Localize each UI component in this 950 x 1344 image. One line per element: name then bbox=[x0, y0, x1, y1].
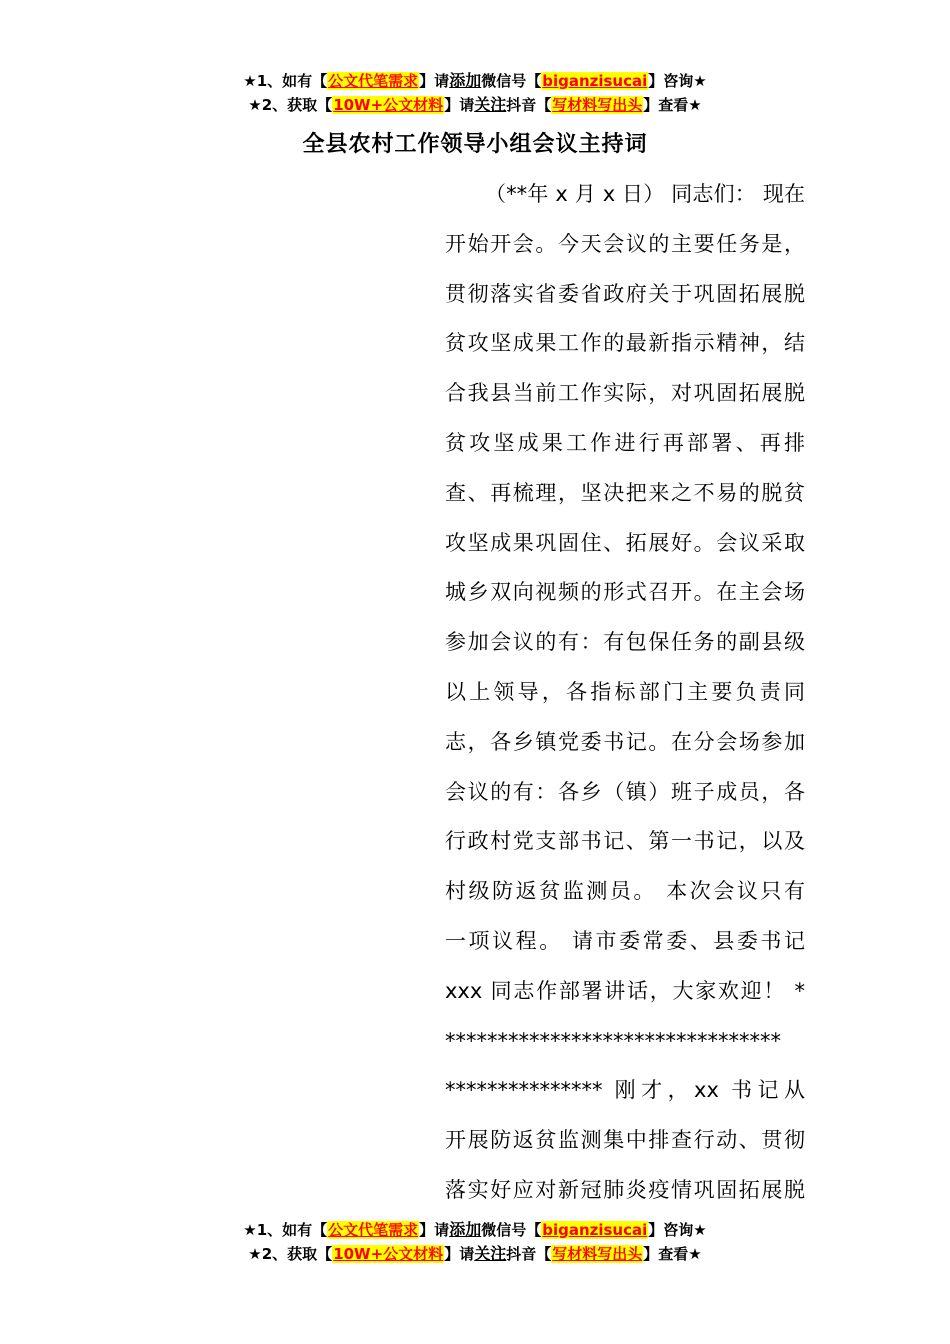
ad-text: 】请 bbox=[444, 1245, 475, 1263]
body-line: 贫攻坚成果工作的最新指示精神，结 bbox=[445, 331, 805, 356]
ad-text: 】查看★ bbox=[643, 1245, 702, 1263]
body-line: 参加会议的有：有包保任务的副县级 bbox=[445, 630, 805, 655]
ad-highlight-materials: 10W+公文材料 bbox=[333, 96, 444, 114]
ad-emphasis: 添加 bbox=[449, 1220, 482, 1239]
document-body bbox=[445, 170, 805, 1210]
ad-line-2 bbox=[0, 1242, 950, 1266]
ad-text: ★1、如有【 bbox=[243, 72, 328, 90]
ad-line-1 bbox=[0, 1218, 950, 1242]
ad-text: ★2、获取【 bbox=[248, 1245, 333, 1263]
ad-line-2 bbox=[0, 93, 950, 117]
body-line: 村级防返贫监测员。 本次会议只有 bbox=[445, 879, 805, 904]
document-title: 全县农村工作领导小组会议主持词 bbox=[302, 132, 648, 157]
ad-text: ★2、获取【 bbox=[248, 96, 333, 114]
ad-highlight-materials: 10W+公文材料 bbox=[333, 1245, 444, 1263]
body-line: 会议的有：各乡（镇）班子成员，各 bbox=[445, 779, 805, 804]
ad-highlight-wechat-id: biganzisucai bbox=[542, 1221, 648, 1239]
body-line: 一项议程。 请市委常委、县委书记 bbox=[445, 928, 805, 953]
body-line: 攻坚成果巩固住、拓展好。会议采取 bbox=[445, 530, 805, 555]
body-line: 志，各乡镇党委书记。在分会场参加 bbox=[445, 729, 805, 754]
ad-text: 微信号【 bbox=[481, 72, 542, 90]
ad-emphasis: 关注 bbox=[474, 1244, 507, 1263]
body-line: （**年 x 月 x 日） 同志们： 现在 bbox=[485, 182, 805, 206]
body-line: 开展防返贫监测集中排查行动、贯彻 bbox=[445, 1128, 805, 1153]
ad-emphasis: 添加 bbox=[449, 71, 482, 90]
body-line: 查、再梳理，坚决把来之不易的脱贫 bbox=[445, 480, 805, 505]
ad-text: 抖音【 bbox=[506, 1245, 552, 1263]
body-line: 合我县当前工作实际，对巩固拓展脱 bbox=[445, 381, 805, 406]
ad-text: ★1、如有【 bbox=[243, 1221, 328, 1239]
ad-text: 】咨询★ bbox=[648, 72, 707, 90]
ad-text: 】请 bbox=[444, 96, 475, 114]
ad-highlight-douyin-account: 写材料写出头 bbox=[552, 96, 643, 114]
body-line: 贯彻落实省委省政府关于巩固拓展脱 bbox=[445, 281, 805, 306]
body-line: 贫攻坚成果工作进行再部署、再排 bbox=[445, 430, 805, 455]
ad-highlight-writing-service: 公文代笔需求 bbox=[328, 72, 419, 90]
body-line: *************** 刚才，xx 书记从 bbox=[445, 1078, 805, 1103]
ad-line-1 bbox=[0, 69, 950, 93]
ad-highlight-writing-service: 公文代笔需求 bbox=[328, 1221, 419, 1239]
body-line: 以上领导，各指标部门主要负责同 bbox=[445, 679, 805, 704]
ad-footer bbox=[0, 1218, 950, 1266]
ad-emphasis: 关注 bbox=[474, 95, 507, 114]
body-line: ******************************** bbox=[445, 1028, 781, 1053]
ad-highlight-douyin-account: 写材料写出头 bbox=[552, 1245, 643, 1263]
ad-text: 】咨询★ bbox=[648, 1221, 707, 1239]
ad-text: 】请 bbox=[419, 1221, 450, 1239]
body-line: 开始开会。今天会议的主要任务是， bbox=[445, 231, 805, 256]
body-line: 落实好应对新冠肺炎疫情巩固拓展脱 bbox=[445, 1177, 805, 1202]
ad-text: 抖音【 bbox=[506, 96, 552, 114]
ad-text: 微信号【 bbox=[481, 1221, 542, 1239]
ad-highlight-wechat-id: biganzisucai bbox=[542, 72, 648, 90]
body-line: 城乡双向视频的形式召开。在主会场 bbox=[445, 580, 805, 605]
body-line: 行政村党支部书记、第一书记，以及 bbox=[445, 829, 805, 854]
ad-text: 】请 bbox=[419, 72, 450, 90]
ad-header bbox=[0, 69, 950, 117]
body-line: xxx 同志作部署讲话，大家欢迎！ * bbox=[445, 978, 805, 1003]
ad-text: 】查看★ bbox=[643, 96, 702, 114]
